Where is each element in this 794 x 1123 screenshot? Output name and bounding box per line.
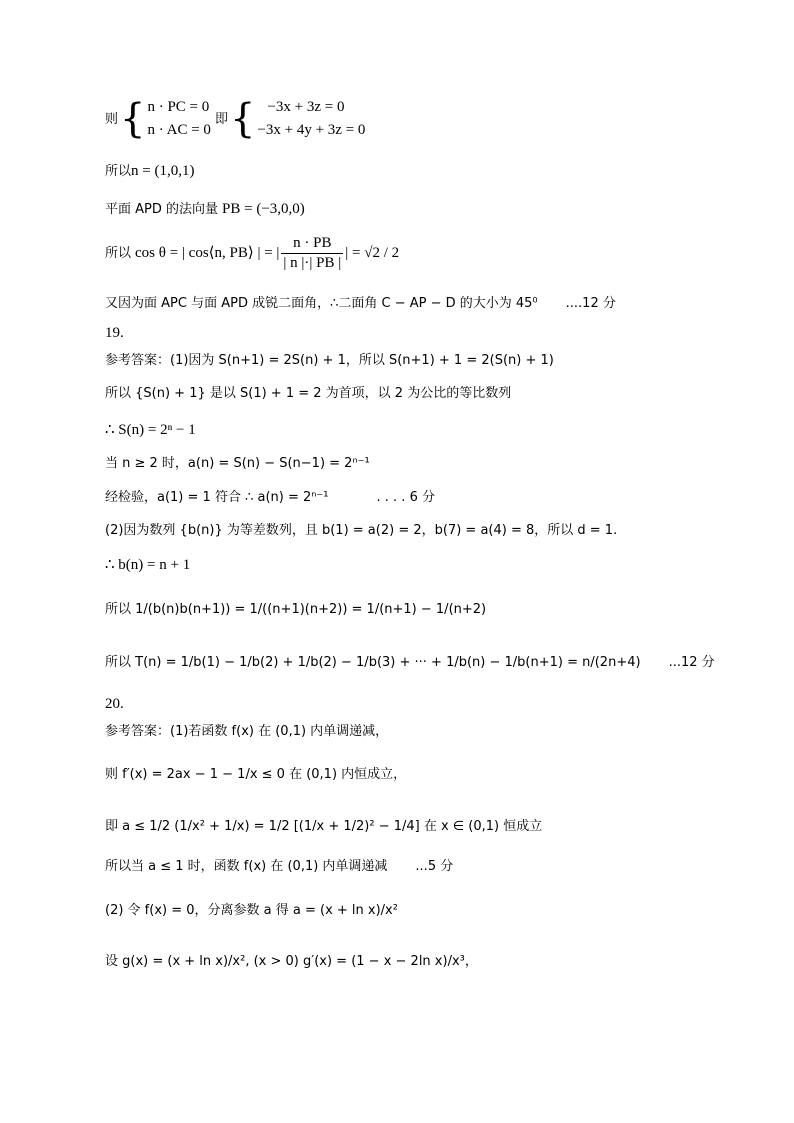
question-number-19 xyxy=(105,326,124,341)
text: ∴ b(n) = n + 1 xyxy=(105,557,191,573)
line-20-4 xyxy=(105,860,453,873)
text: (2) 令 f(x) = 0，分离参数 a 得 a = (x + ln x)/x² xyxy=(105,903,398,918)
numerator: n · PB xyxy=(293,235,332,251)
text: 又因为面 APC 与面 APD 成锐二面角，∴二面角 C − AP − D 的大小为 45⁰ xyxy=(105,296,538,311)
eq-sys-1: −3x + 3z = 0 xyxy=(267,99,345,115)
eq-n-ac: n · AC = 0 xyxy=(147,122,211,138)
text: 所以 T(n) = 1/b(1) − 1/b(2) + 1/b(2) − 1/b(3) + ··· + 1/b(n) − 1/b(n+1) = n/(2n+4) xyxy=(105,655,641,670)
line-dihedral xyxy=(105,297,616,310)
text: 当 n ≥ 2 时，a(n) = S(n) − S(n−1) = 2ⁿ⁻¹ xyxy=(105,456,370,471)
eq: PB = (−3,0,0) xyxy=(222,201,305,217)
text: 所以 xyxy=(105,164,132,179)
line-20-5 xyxy=(105,904,398,917)
line-20-6 xyxy=(105,955,478,968)
line-20-1 xyxy=(105,725,388,738)
text: 参考答案：(1)因为 S(n+1) = 2S(n) + 1，所以 S(n+1) + 1 = 2(S(n) + 1) xyxy=(105,353,554,368)
text: 即 a ≤ 1/2 (1/x² + 1/x) = 1/2 [(1/x + 1/2)² − 1/4] 在 x ∈ (0,1) 恒成立 xyxy=(105,819,543,834)
line-19-6 xyxy=(105,524,617,537)
text: 所以 xyxy=(105,246,132,261)
linear-system xyxy=(257,100,365,138)
text: 设 g(x) = (x + ln x)/x², (x > 0) g′(x) = (1 − x − 2ln x)/x³， xyxy=(105,954,478,969)
text-ze: 则 xyxy=(105,111,119,127)
line-20-2 xyxy=(105,768,406,781)
text: ∴ S(n) = 2ⁿ − 1 xyxy=(105,422,196,438)
text: 经检验，a(1) = 1 符合 ∴ a(n) = 2ⁿ⁻¹ xyxy=(105,490,329,505)
score: ...12 分 xyxy=(668,655,715,670)
text: 平面 APD 的法向量 xyxy=(105,202,219,217)
line-19-2 xyxy=(105,387,511,400)
line-normal-vector xyxy=(105,164,194,179)
line-19-4 xyxy=(105,457,370,470)
denominator: | n |·| PB | xyxy=(283,255,342,271)
text-ji: 即 xyxy=(214,111,228,127)
line-19-8 xyxy=(105,603,486,616)
text: 所以当 a ≤ 1 时，函数 f(x) 在 (0,1) 内单调递减 xyxy=(105,859,388,874)
score: ....12 分 xyxy=(565,296,616,311)
left-brace: { xyxy=(120,96,146,142)
text: (2)因为数列 {b(n)} 为等差数列，且 b(1) = a(2) = 2，b(7) = a(4) = 8，所以 d = 1. xyxy=(105,523,618,538)
line-cos-theta xyxy=(105,236,399,271)
score: . . . . 6 分 xyxy=(376,490,435,505)
q-label: 20. xyxy=(105,696,124,712)
cos-expr: cos θ = | cos⟨n, PB⟩ | = | xyxy=(135,245,280,261)
line-plane-apd xyxy=(105,202,305,217)
eq-n-pc: n · PC = 0 xyxy=(147,99,210,115)
score: ...5 分 xyxy=(415,859,454,874)
line-19-5 xyxy=(105,491,435,504)
fraction xyxy=(281,236,343,271)
result: | = √2 / 2 xyxy=(345,245,400,261)
line-20-3 xyxy=(105,820,542,833)
eq: n = (1,0,1) xyxy=(131,163,195,179)
line-19-3 xyxy=(105,423,196,438)
line-19-7 xyxy=(105,558,190,573)
text: 所以 {S(n) + 1} 是以 S(1) + 1 = 2 为首项，以 2 为公比的等比数列 xyxy=(105,386,512,401)
line-system xyxy=(105,96,366,142)
line-19-1 xyxy=(105,354,554,367)
q-label: 19. xyxy=(105,325,124,341)
text: 参考答案：(1)若函数 f(x) 在 (0,1) 内单调递减， xyxy=(105,724,389,739)
vector-conditions xyxy=(147,100,210,138)
text: 所以 1/(b(n)b(n+1)) = 1/((n+1)(n+2)) = 1/(n+1) − 1/(n+2) xyxy=(105,602,487,617)
eq-sys-2: −3x + 4y + 3z = 0 xyxy=(257,122,366,138)
text: 则 f′(x) = 2ax − 1 − 1/x ≤ 0 在 (0,1) 内恒成立， xyxy=(105,767,407,782)
line-19-9 xyxy=(105,656,715,669)
left-brace-2: { xyxy=(229,96,256,142)
question-number-20 xyxy=(105,697,124,712)
